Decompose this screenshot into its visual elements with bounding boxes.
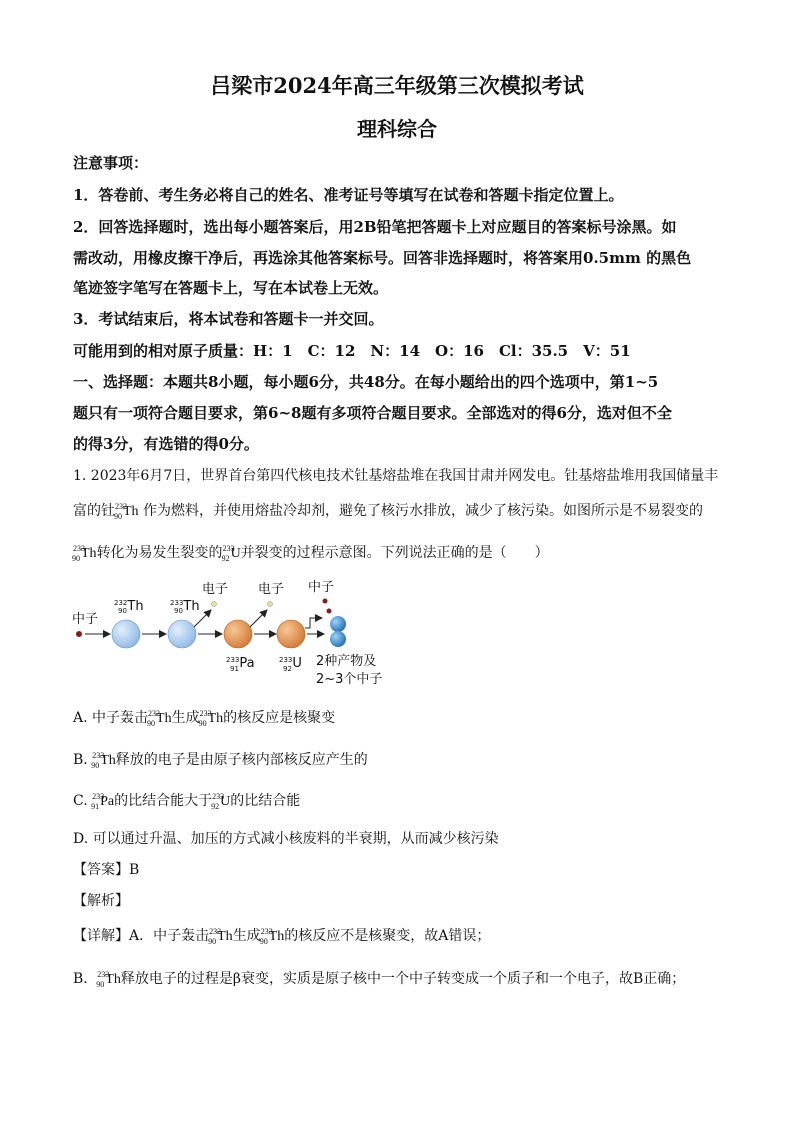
section-intro: 的得3分，有选错的得0分。 — [73, 435, 259, 453]
analysis-label: 【解析】 — [73, 893, 129, 909]
notice-item: 笔迹签字笔写在答题卡上，写在本试卷上无效。 — [73, 279, 389, 297]
u233-atomic: 92 — [283, 665, 292, 673]
fission-diagram — [70, 575, 410, 693]
products-label: 2~3个中子 — [316, 672, 383, 687]
option-a: A. 中子轰击$^{232}_{90}$Th生成$^{233}_{90}$Th的核反应是核聚变 — [73, 709, 336, 728]
section-intro: 一、选择题：本题共8小题，每小题6分，共48分。在每小题给出的四个选项中，第1~5 — [73, 373, 659, 391]
electron-dot — [268, 602, 273, 607]
th232-sphere — [112, 620, 140, 648]
electron-arrow — [250, 610, 267, 627]
neutron-out-label: 中子 — [308, 580, 335, 595]
products-label: 2种产物及 — [316, 654, 377, 669]
atomic-mass-line: 可能用到的相对原子质量：H：1 C：12 N：14 O：16 Cl：35.5 V：51 — [73, 342, 631, 360]
option-d: D. 可以通过升温、加压的方式减小核废料的半衰期，从而减少核污染 — [73, 831, 499, 847]
neutron-dot — [76, 631, 82, 637]
nuclide-u233: $^{233}_{92}$U — [221, 544, 241, 563]
page-subtitle: 理科综合 — [357, 117, 437, 141]
notice-item: 2．回答选择题时，选出每小题答案后，用2B铅笔把答题卡上对应题目的答案标号涂黑。如 — [73, 218, 677, 236]
question-text: $^{233}_{90}$Th转化为易发生裂变的$^{233}_{92}$U并裂变的过程示意图。下列说法正确的是（ ） — [72, 544, 549, 563]
question-text: 富的钍$^{232}_{90}$Th 作为燃料，并使用熔盐冷却剂，避免了核污水排放，减少了核污染。如图所示是不易裂变的 — [73, 502, 704, 521]
page-title: 吕梁市2024年高三年级第三次模拟考试 — [210, 73, 584, 98]
section-intro: 题只有一项符合题目要求，第6~8题有多项符合题目要求。全部选对的得6分，选对但不全 — [73, 404, 672, 422]
th233-sphere — [168, 620, 196, 648]
neutron-label: 中子 — [72, 612, 99, 627]
neutron-out-arrow — [305, 618, 322, 628]
notice-item: 1．答卷前、考生务必将自己的姓名、准考证号等填写在试卷和答题卡指定位置上。 — [73, 186, 624, 204]
u233-label: $^{233}$U — [279, 656, 302, 671]
detail-a: 【详解】A．中子轰击$^{232}_{90}$Th生成$^{233}_{90}$Th的核反应不是核聚变，故A错误； — [73, 927, 491, 946]
notice-item: 3．考试结束后，将本试卷和答题卡一并交回。 — [73, 310, 384, 328]
option-c: C. $^{233}_{91}$Pa的比结合能大于$^{233}_{92}$U的比结合能 — [73, 792, 301, 811]
question-text: 1. 2023年6月7日，世界首台第四代核电技术钍基熔盐堆在我国甘肃并网发电。钍基熔盐堆用我国储量丰 — [73, 468, 719, 484]
answer-label: 【答案】B — [73, 862, 140, 878]
th232-atomic: 90 — [118, 607, 127, 615]
notice-item: 需改动，用橡皮擦干净后，再选涂其他答案标号。回答非选择题时，将答案用0.5mm 的黑色 — [73, 249, 692, 267]
electron-label-1: 电子 — [202, 582, 229, 597]
product-sphere — [330, 616, 346, 632]
nuclide-th232: $^{232}_{90}$Th — [114, 502, 139, 521]
th233-label: $^{233}$Th — [170, 599, 200, 614]
pa233-sphere — [224, 620, 252, 648]
pa233-label: $^{233}$Pa — [226, 656, 255, 671]
detail-b: B．$^{233}_{90}$Th释放电子的过程是β衰变，实质是原子核中一个中子转变成一个质子和一个电子，故B正确； — [73, 970, 686, 989]
notice-heading: 注意事项： — [73, 154, 149, 172]
electron-dot — [212, 602, 217, 607]
product-sphere — [330, 631, 346, 647]
electron-label-2: 电子 — [258, 582, 285, 597]
nuclide-th233: $^{233}_{90}$Th — [72, 544, 97, 563]
option-b: B. $^{233}_{90}$Th释放的电子是由原子核内部核反应产生的 — [73, 751, 368, 770]
neutron-out-dot — [323, 599, 328, 604]
th233-atomic: 90 — [174, 607, 183, 615]
th232-label: $^{232}$Th — [114, 599, 144, 614]
neutron-out-dot — [327, 609, 332, 614]
u233-sphere — [277, 620, 305, 648]
pa233-atomic: 91 — [230, 665, 239, 673]
